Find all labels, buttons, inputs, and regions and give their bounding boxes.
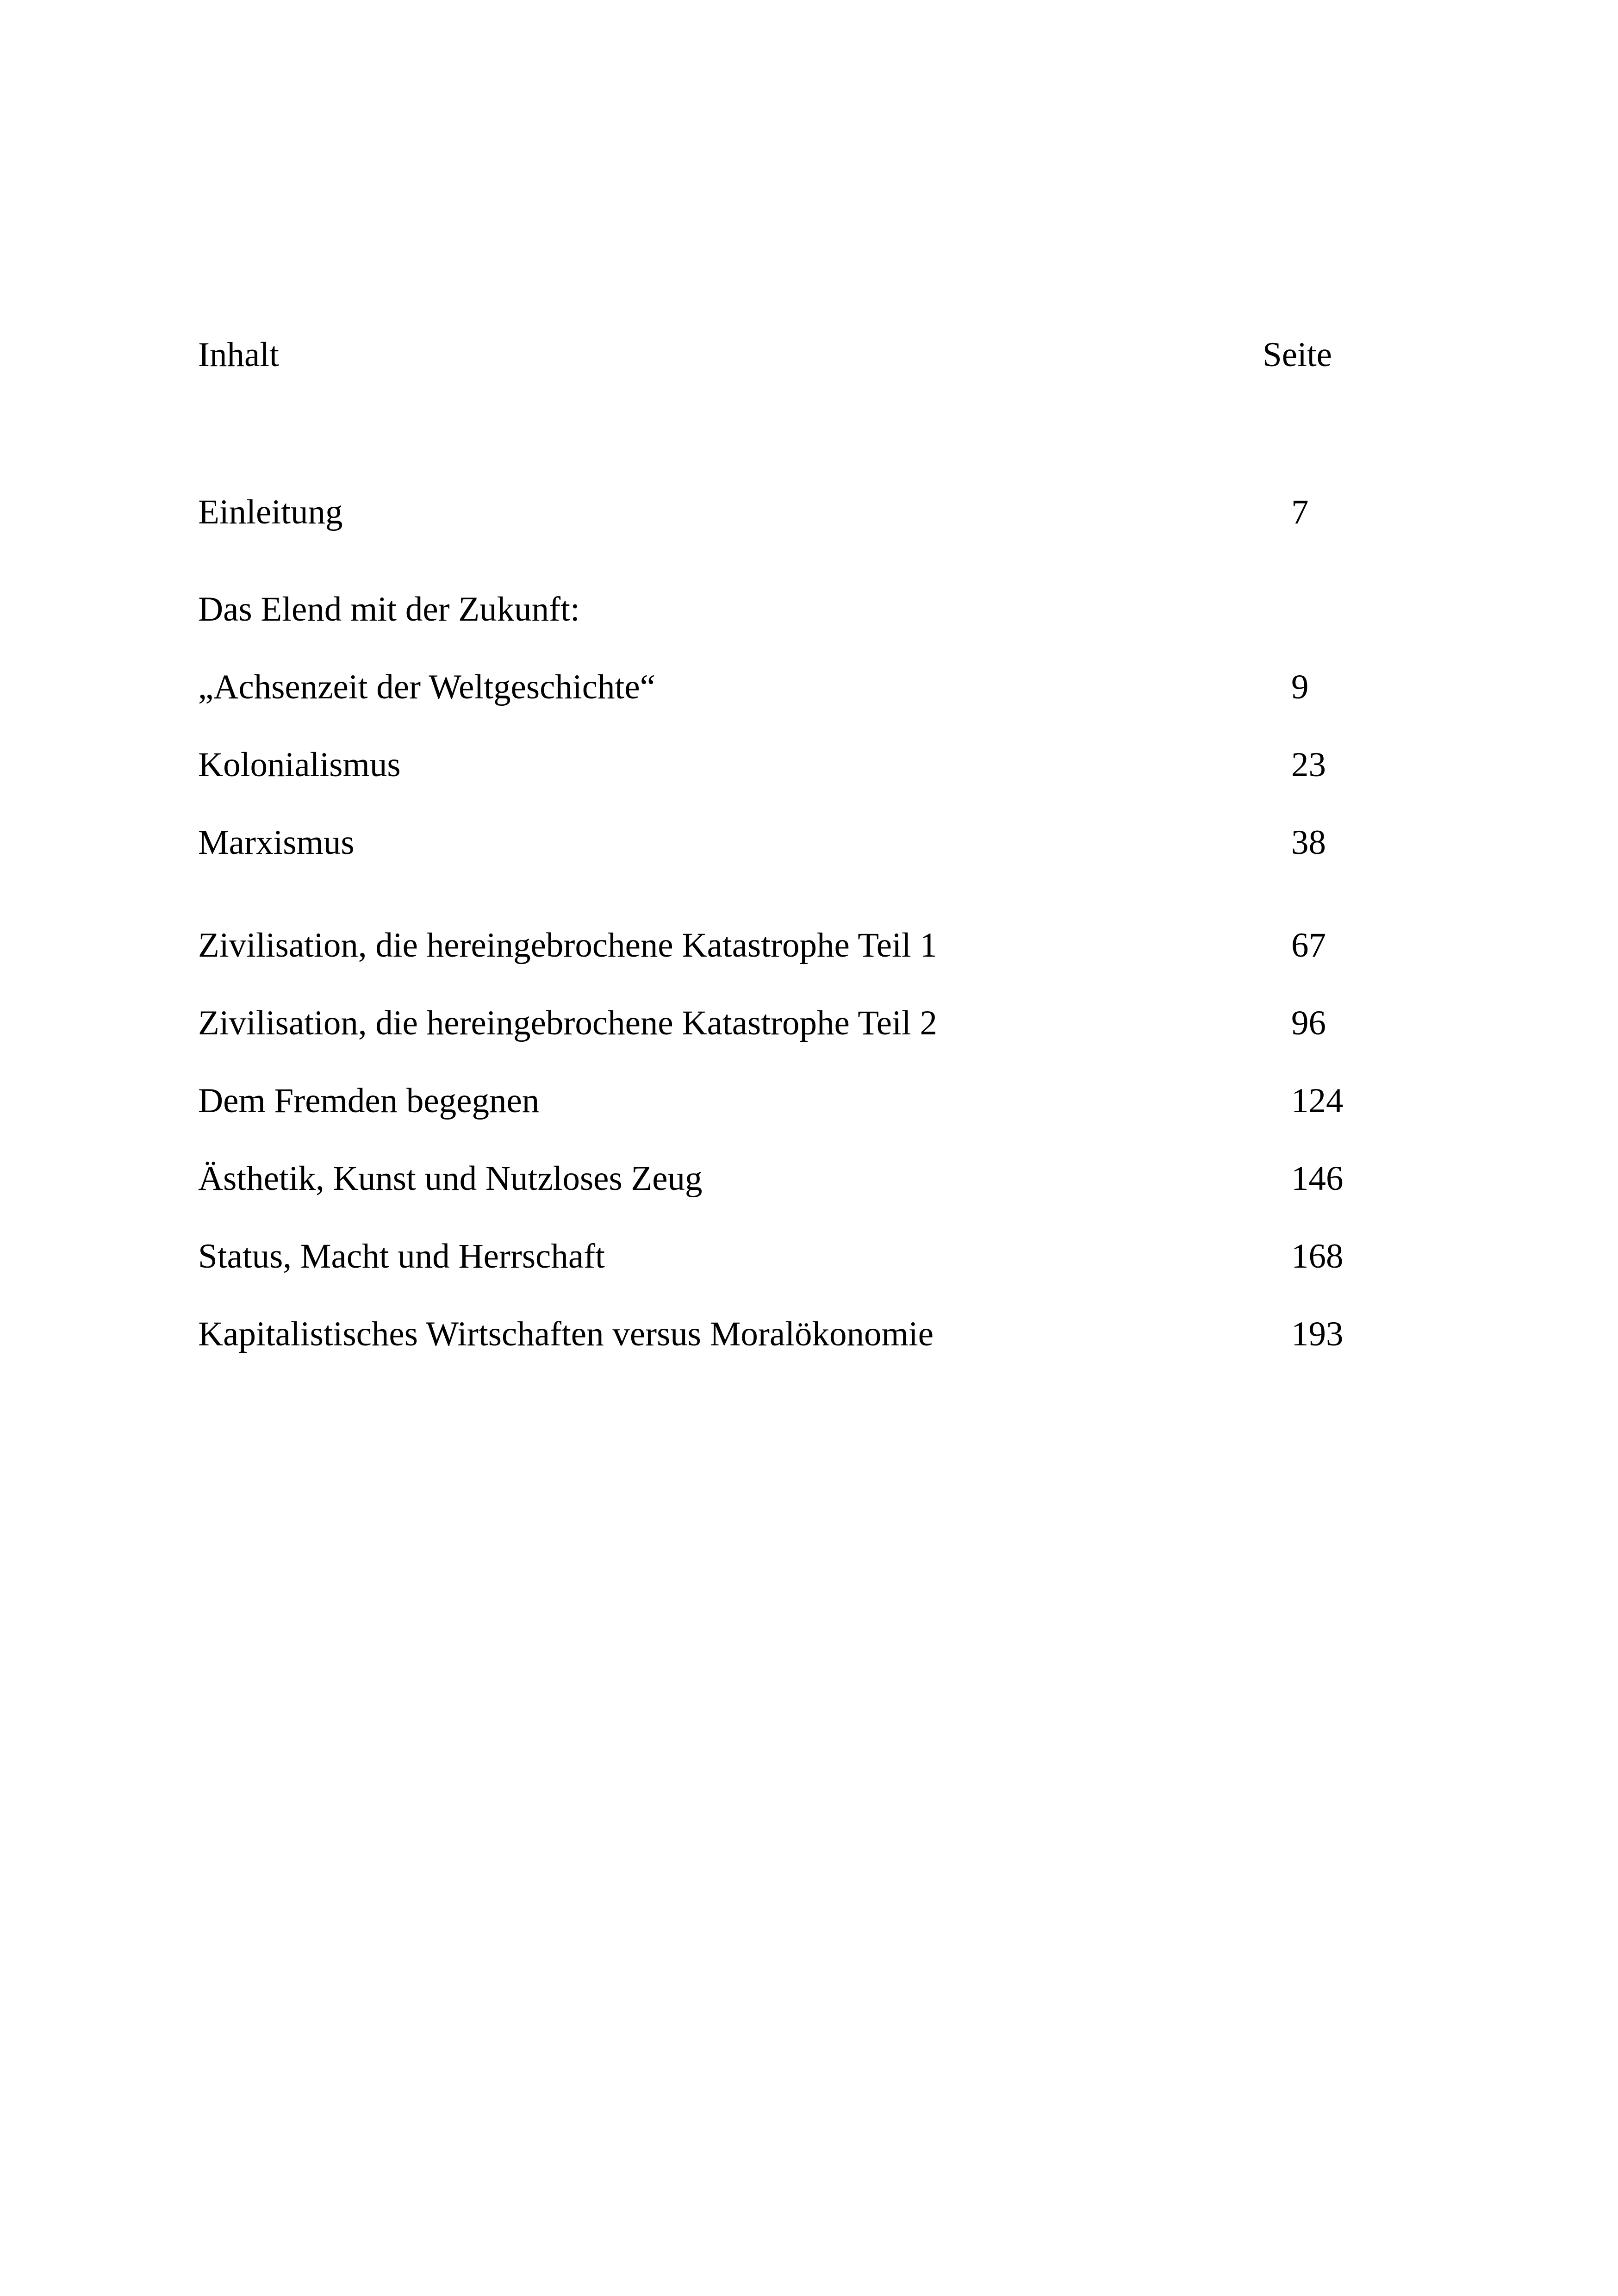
toc-entry-title: Einleitung [198,493,343,531]
toc-entry-title: Kolonialismus [198,746,401,784]
toc-entry-title: Zivilisation, die hereingebrochene Katastrophe Teil 1 [198,926,938,964]
toc-entry-page: 7 [1291,493,1309,531]
toc-entry-title: Status, Macht und Herrschaft [198,1237,605,1276]
toc-entry-title: Kapitalistisches Wirtschaften versus Moralökonomie [198,1315,933,1353]
toc-entry [198,822,1355,864]
toc-entry-page: 67 [1291,926,1326,964]
toc-entry [198,1080,1355,1122]
toc-entry-title: Ästhetik, Kunst und Nutzloses Zeug [198,1159,703,1198]
toc-entry-page: 168 [1291,1237,1344,1276]
toc-entry [198,744,1355,786]
toc-entry-title: Zivilisation, die hereingebrochene Katastrophe Teil 2 [198,1004,938,1042]
toc-entry-title: Marxismus [198,823,355,862]
toc-entry [198,666,1355,708]
toc-entry-page: 124 [1291,1082,1344,1120]
toc-entry-page: 193 [1291,1315,1344,1353]
toc-entry-page: 146 [1291,1159,1344,1198]
toc-entry [198,589,1355,630]
toc-entry-page: 96 [1291,1004,1326,1042]
toc-entry-title: „Achsenzeit der Weltgeschichte“ [198,668,655,706]
toc-header [198,334,1355,376]
toc-entry [198,1158,1355,1200]
page-column-heading: Seite [1263,336,1332,374]
toc-entry-page: 23 [1291,746,1326,784]
toc-entry [198,1236,1355,1277]
toc-heading: Inhalt [198,336,279,374]
toc-entry-title: Dem Fremden begegnen [198,1082,540,1120]
toc-entry-page: 38 [1291,823,1326,862]
toc-entry-page: 9 [1291,668,1309,706]
toc-entry [198,1002,1355,1044]
toc-entry [198,492,1355,533]
toc-entry [198,1313,1355,1355]
toc-entry [198,925,1355,966]
toc-entry-title: Das Elend mit der Zukunft: [198,590,580,628]
